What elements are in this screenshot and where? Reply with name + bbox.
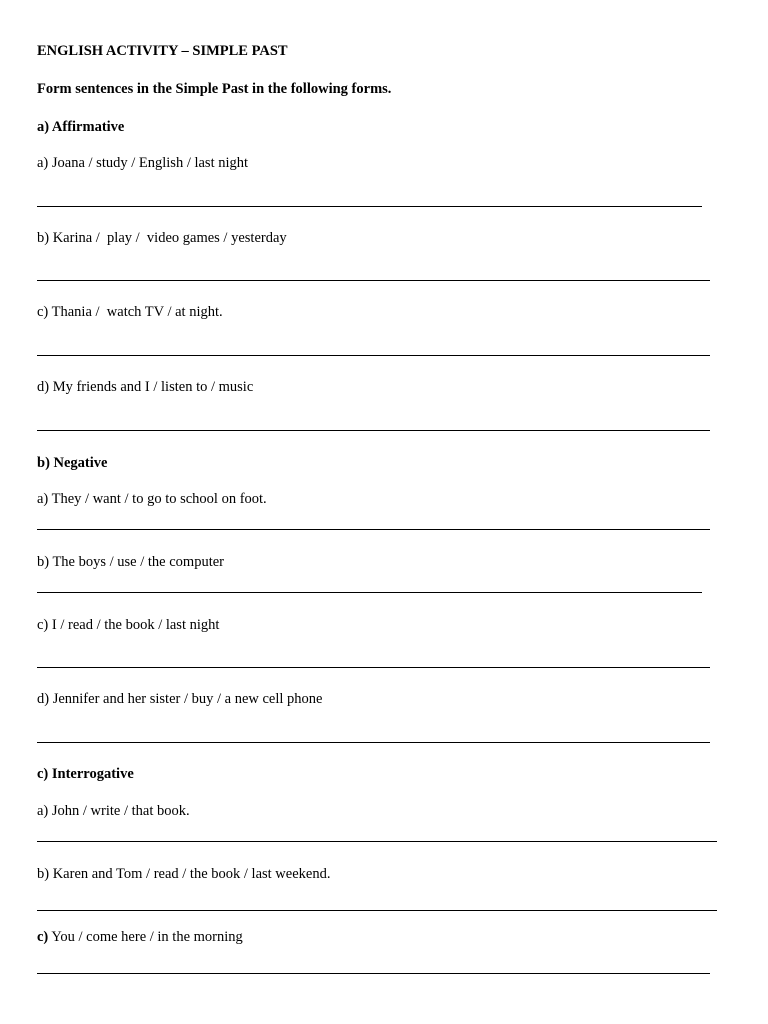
exercise-prompt: b) The boys / use / the computer: [37, 554, 224, 570]
answer-line[interactable]: [37, 280, 710, 281]
answer-line[interactable]: [37, 529, 710, 530]
answer-line[interactable]: [37, 910, 717, 911]
exercise-prompt: [37, 928, 243, 946]
exercise-prompt: b) Karina / play / video games / yesterday: [37, 230, 287, 246]
section-heading-affirmative: a) Affirmative: [37, 119, 125, 135]
exercise-prompt: c) I / read / the book / last night: [37, 617, 220, 633]
instructions: Form sentences in the Simple Past in the following forms.: [37, 81, 392, 97]
section-heading-negative: b) Negative: [37, 455, 108, 471]
answer-line[interactable]: [37, 355, 710, 356]
exercise-prompt: a) John / write / that book.: [37, 803, 190, 819]
answer-line[interactable]: [37, 973, 710, 974]
item-text: You / come here / in the morning: [48, 929, 243, 945]
answer-line[interactable]: [37, 206, 702, 207]
section-heading-interrogative: c) Interrogative: [37, 766, 134, 782]
item-marker: c): [37, 929, 49, 945]
answer-line[interactable]: [37, 667, 710, 668]
exercise-prompt: a) Joana / study / English / last night: [37, 155, 249, 171]
exercise-prompt: c) Thania / watch TV / at night.: [37, 304, 223, 320]
exercise-prompt: b) Karen and Tom / read / the book / last weekend.: [37, 866, 331, 882]
exercise-prompt: a) They / want / to go to school on foot.: [37, 491, 267, 507]
answer-line[interactable]: [37, 742, 710, 743]
exercise-prompt: d) My friends and I / listen to / music: [37, 379, 254, 395]
answer-line[interactable]: [37, 592, 702, 593]
exercise-prompt: d) Jennifer and her sister / buy / a new cell phone: [37, 691, 323, 707]
worksheet-title: ENGLISH ACTIVITY – SIMPLE PAST: [37, 43, 288, 59]
answer-line[interactable]: [37, 841, 717, 842]
answer-line[interactable]: [37, 430, 710, 431]
